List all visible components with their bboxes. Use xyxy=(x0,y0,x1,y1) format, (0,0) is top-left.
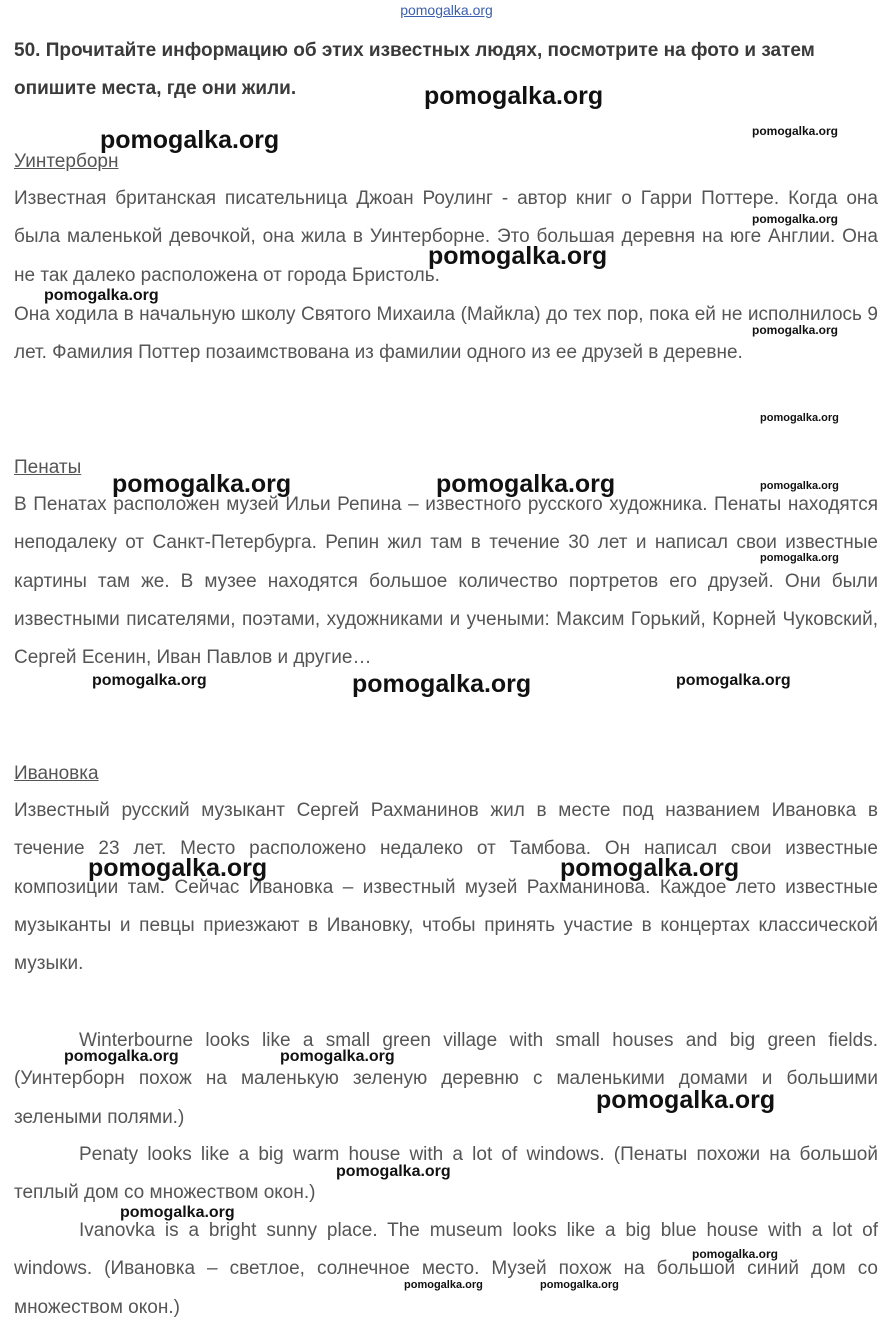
watermark: pomogalka.org xyxy=(760,480,839,492)
watermark: pomogalka.org xyxy=(280,1048,395,1065)
watermark: pomogalka.org xyxy=(404,1279,483,1291)
watermark: pomogalka.org xyxy=(752,124,839,138)
watermark: pomogalka.org xyxy=(64,1048,179,1065)
watermark: pomogalka.org xyxy=(760,552,839,564)
section-text-penaty: В Пенатах расположен музей Ильи Репина – известного русского художника. Пенаты находятся неподалеку от Санкт-Петербурга. Репин жил там в течение 30 лет и написал свои известные картины там же. В музее находятся большое количество портретов его друзей. Они были известными писателями, поэтами, художниками и учеными: Максим Горький, Корней Чуковский, Сергей Есенин, Иван Павлов и другие… xyxy=(14,494,878,669)
watermark: pomogalka.org xyxy=(352,670,532,698)
watermark: pomogalka.org xyxy=(428,242,608,270)
task-title: 50. Прочитайте информацию об этих известных людях, посмотрите на фото и затем опишите места, где они жили. xyxy=(14,40,815,99)
section-heading-ivanovka: Ивановка xyxy=(14,763,99,784)
watermark: pomogalka.org xyxy=(424,82,604,110)
section-text-winterbourne: Известная британская писательница Джоан Роулинг - автор книг о Гарри Поттере. Когда она была маленькой девочкой, она жила в Уинтерборне. Это большая деревня на юге Англии. Она не так далеко расположена от города Бристоль. xyxy=(14,188,878,286)
watermark: pomogalka.org xyxy=(120,1204,235,1221)
watermark: pomogalka.org xyxy=(336,1163,451,1180)
watermark: pomogalka.org xyxy=(100,126,280,154)
watermark: pomogalka.org xyxy=(88,854,268,882)
section-heading-winterbourne: Уинтерборн xyxy=(14,151,119,172)
section-text-ivanovka: Известный русский музыкант Сергей Рахманинов жил в месте под названием Ивановка в течение 23 лет. Место расположено недалеко от Тамбова. Он написал свои известные композиции там. Сейчас Ивановка – известный музей Рахманинова. Каждое лето известные музыканты и певцы приезжают в Ивановку, чтобы принять участие в концертах классической музыки. xyxy=(14,800,878,975)
watermark: pomogalka.org xyxy=(752,323,839,337)
watermark: pomogalka.org xyxy=(540,1279,619,1291)
answer-penaty: Penaty looks like a big warm house with a lot of windows. (Пенаты похожи на большой теплый дом со множеством окон.) xyxy=(14,1144,878,1204)
section-heading-penaty: Пенаты xyxy=(14,457,82,478)
answer-winterbourne: Winterbourne looks like a small green village with small houses and big green fields. (Уинтерборн похож на маленькую зеленую деревню с маленькими домами и большими зелеными полями.) xyxy=(14,1030,878,1128)
watermark: pomogalka.org xyxy=(752,212,839,226)
section-text-winterbourne-2: Она ходила в начальную школу Святого Михаила (Майкла) до тех пор, пока ей не исполнилось 9 лет. Фамилия Поттер позаимствована из фамилии одного из ее друзей в деревне. xyxy=(14,304,878,364)
watermark: pomogalka.org xyxy=(692,1247,779,1261)
top-watermark-link[interactable]: pomogalka.org xyxy=(400,2,493,18)
watermark: pomogalka.org xyxy=(760,412,839,424)
answer-ivanovka: Ivanovka is a bright sunny place. The museum looks like a big blue house with a lot of windows. (Ивановка – светлое, солнечное место. Музей похож на большой синий дом со множеством окон.) xyxy=(14,1220,878,1318)
watermark: pomogalka.org xyxy=(436,470,616,498)
watermark: pomogalka.org xyxy=(560,854,740,882)
watermark: pomogalka.org xyxy=(596,1086,776,1114)
watermark: pomogalka.org xyxy=(112,470,292,498)
watermark: pomogalka.org xyxy=(44,287,159,304)
watermark: pomogalka.org xyxy=(92,672,207,689)
watermark: pomogalka.org xyxy=(676,672,791,689)
